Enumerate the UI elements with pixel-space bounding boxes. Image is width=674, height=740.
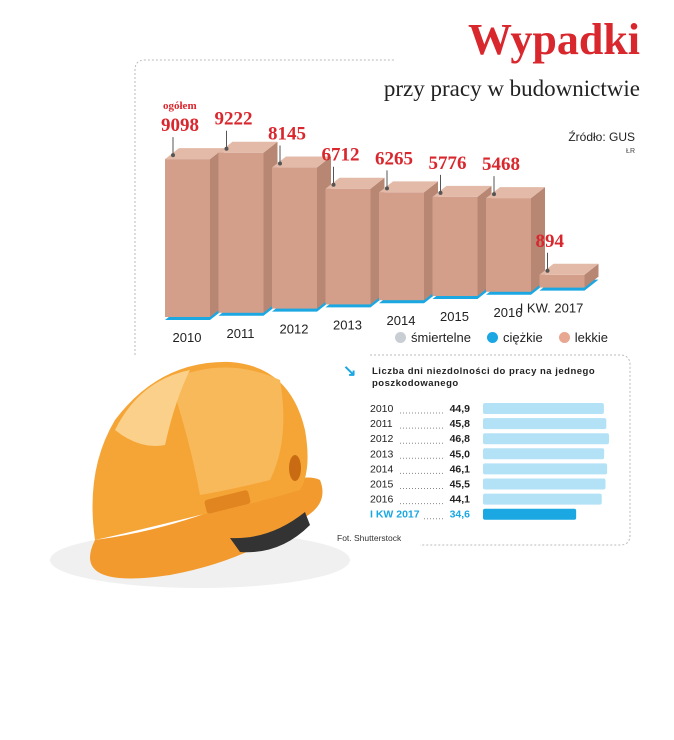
bar-value-note: ogółem: [163, 100, 197, 113]
days-row-2012: [370, 433, 609, 445]
legend-label-serious: ciężkie: [502, 330, 543, 345]
x-tick-label: 2013: [333, 317, 362, 333]
source-label: Źródło: GUS: [568, 130, 635, 144]
days-year-label: 2012: [370, 433, 394, 446]
author-initials: ŁR: [626, 148, 635, 155]
days-row-2010: [370, 403, 604, 415]
days-value-label: 45,0: [449, 448, 470, 461]
x-tick-label: 2011: [226, 325, 255, 341]
days-chart-title-text: Liczba dni niezdolności do pracy na jednego poszkodowanego: [372, 366, 596, 389]
days-value-label: 46,8: [449, 433, 470, 446]
days-bar: [483, 509, 576, 520]
x-tick-label: 2014: [386, 313, 416, 329]
days-row-2015: [370, 479, 606, 491]
page-title: Wypadki: [467, 15, 640, 64]
days-value-label: 46,1: [449, 463, 470, 476]
days-year-label: I KW 2017: [370, 508, 420, 521]
days-value-label: 45,8: [449, 418, 470, 431]
x-tick-label: 2012: [279, 321, 309, 337]
bar-value-label: 9222: [214, 108, 253, 130]
days-row-2014: [370, 463, 607, 475]
bar-value-label: 9098: [161, 115, 199, 137]
days-year-label: 2011: [370, 418, 393, 431]
days-row-2016: [370, 494, 602, 506]
days-row-2013: [370, 448, 604, 460]
days-row-2011: [370, 418, 606, 430]
bar-value-label: 6265: [375, 148, 413, 170]
days-value-label: 45,5: [449, 478, 470, 491]
days-value-label: 44,9: [449, 403, 470, 415]
bar-value-label: 6712: [321, 144, 360, 166]
bar-value-label: 894: [535, 230, 564, 252]
days-row-I KW 2017: [370, 509, 576, 521]
days-year-label: 2015: [370, 478, 394, 491]
page-subtitle: przy pracy w budownictwie: [383, 76, 640, 101]
x-tick-label: I KW. 2017: [519, 300, 584, 316]
legend-label-light: lekkie: [574, 330, 608, 345]
bar-value-label: 8145: [268, 123, 306, 145]
days-bar: [483, 463, 607, 474]
x-tick-label: 2016: [493, 304, 523, 320]
days-bar: [483, 448, 604, 459]
x-tick-label: 2015: [440, 309, 469, 324]
days-year-label: 2016: [370, 493, 394, 506]
days-year-label: 2014: [370, 463, 394, 476]
bar-value-label: 5468: [482, 154, 520, 176]
photo-credit: Fot. Shutterstock: [337, 533, 402, 543]
days-year-label: 2010: [370, 403, 394, 415]
days-value-label: 44,1: [449, 493, 470, 506]
days-year-label: 2013: [370, 448, 394, 461]
days-bar: [483, 403, 604, 414]
days-bar: [483, 418, 606, 429]
days-bar: [483, 494, 602, 505]
x-tick-label: 2010: [172, 330, 202, 345]
arrow-down-right-icon: ↘: [343, 363, 357, 380]
bar-value-label: 5776: [428, 152, 467, 174]
days-bar: [483, 479, 606, 490]
days-value-label: 34,6: [449, 508, 470, 521]
days-bar: [483, 433, 609, 444]
legend-label-fatal: śmiertelne: [411, 330, 471, 345]
